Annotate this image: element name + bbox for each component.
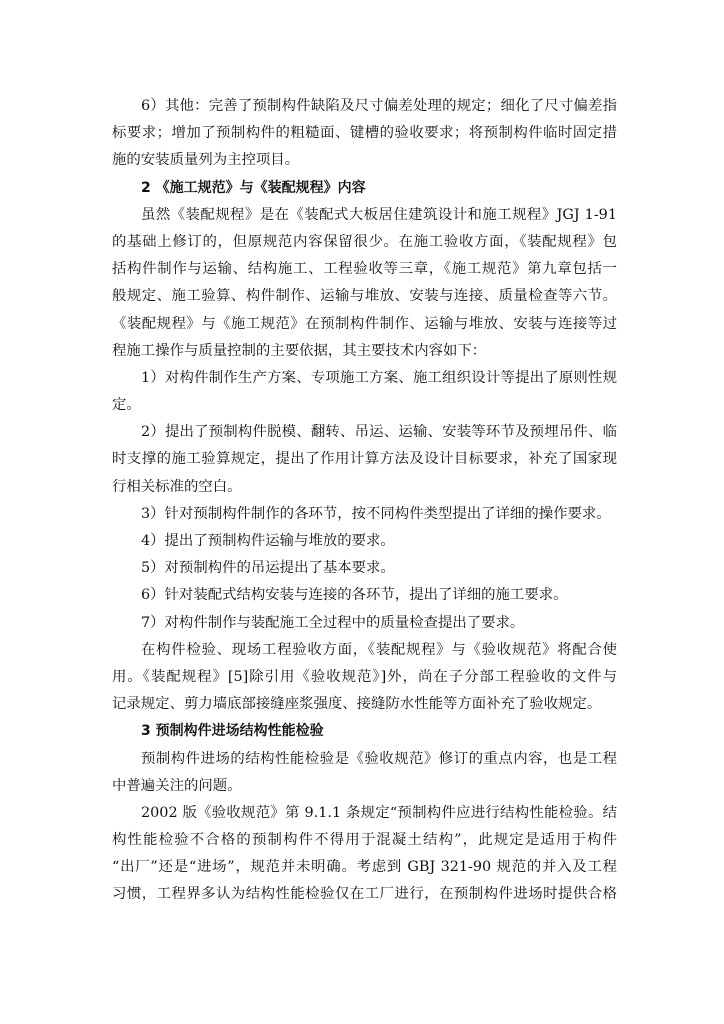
paragraph-line: 预制构件进场的结构性能检验是《验收规范》修订的重点内容，也是工程 [141,750,617,767]
paragraph-line: 构性能检验不合格的预制构件不得用于混凝土结构”，此规定是适用于构件 [112,832,617,849]
paragraph-line: 在构件检验、现场工程验收方面，《装配规程》与《验收规范》将配合使 [141,641,617,658]
paragraph-line: 《装配规程》与《施工规范》在预制构件制作、运输与堆放、安装与连接等过 [112,315,617,332]
paragraph-line: 程施工操作与质量控制的主要依据，其主要技术内容如下： [112,342,487,359]
paragraph-line: 施的安装质量列为主控项目。 [112,152,300,169]
section-heading: 2 《施工规范》与《装配规程》内容 [141,179,366,196]
paragraph-line: 6）针对装配式结构安装与连接的各环节，提出了详细的施工要求。 [141,587,568,604]
paragraph-line: 标要求；增加了预制构件的粗糙面、键槽的验收要求；将预制构件临时固定措 [112,125,617,142]
section-heading: 3 预制构件进场结构性能检验 [141,723,324,740]
paragraph-line: 时支撑的施工验算规定，提出了作用计算方法及设计目标要求，补充了国家现 [112,451,617,468]
document-body [112,93,617,909]
paragraph-line: 4）提出了预制构件运输与堆放的要求。 [141,533,395,549]
paragraph-line: 般规定、施工验算、构件制作、运输与堆放、安装与连接、质量检查等六节。 [112,288,617,305]
paragraph-line: 5）对预制构件的吊运提出了基本要求。 [141,560,395,577]
paragraph-line: 中普遍关注的问题。 [112,777,242,794]
paragraph-line: 2）提出了预制构件脱模、翻转、吊运、运输、安装等环节及预埋吊件、临 [141,424,617,441]
paragraph-line: “出厂”还是“进场”，规范并未明确。考虑到 GBJ 321-90 规范的并入及工程 [112,859,617,876]
paragraph-line: 习惯，工程界多认为结构性能检验仅在工厂进行，在预制构件进场时提供合格 [112,886,617,903]
paragraph-line: 用。《装配规程》[5]除引用《验收规范》]外，尚在子分部工程验收的文件与 [112,668,617,685]
paragraph-line: 定。 [112,397,141,414]
paragraph-line: 虽然《装配规程》是在《装配式大板居住建筑设计和施工规程》JGJ 1-91 [141,206,617,223]
paragraph-line: 的基础上修订的，但原规范内容保留很少。在施工验收方面，《装配规程》包 [112,233,617,250]
paragraph-line: 1）对构件制作生产方案、专项施工方案、施工组织设计等提出了原则性规 [141,369,617,386]
paragraph-line: 行相关标准的空白。 [112,478,242,495]
paragraph-line: 3）针对预制构件制作的各环节，按不同构件类型提出了详细的操作要求。 [141,505,611,522]
paragraph-line: 括构件制作与运输、结构施工、工程验收等三章，《施工规范》第九章包括一 [112,261,617,278]
paragraph-line: 2002 版《验收规范》第 9.1.1 条规定“预制构件应进行结构性能检验。结 [141,804,617,821]
paragraph-line: 记录规定、剪力墙底部接缝座浆强度、接缝防水性能等方面补充了验收规定。 [112,696,602,713]
paragraph-line: 7）对构件制作与装配施工全过程中的质量检查提出了要求。 [141,614,525,631]
paragraph-line: 6）其他：完善了预制构件缺陷及尺寸偏差处理的规定；细化了尺寸偏差指 [141,98,617,114]
